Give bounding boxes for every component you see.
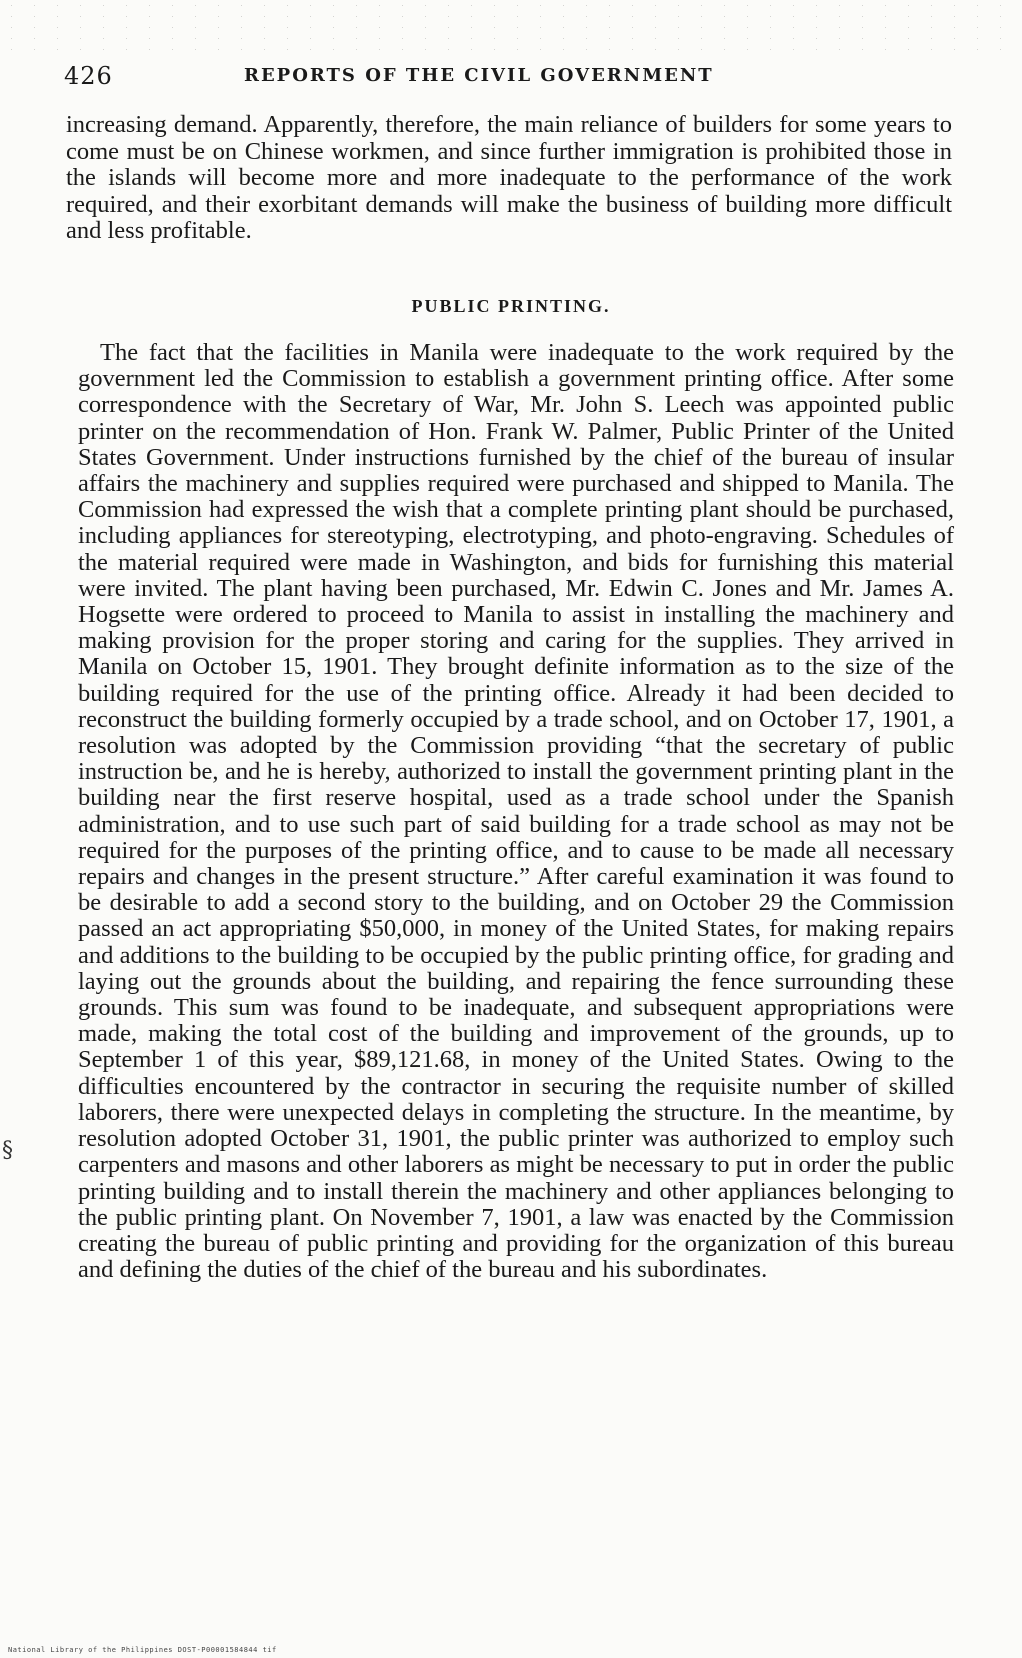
scan-noise — [0, 0, 1022, 60]
public-printing-paragraph: The fact that the facilities in Manila were inadequate to the work required by the government led the Commission to establish a government printing office. After some correspondence with the Secretary of War, Mr. John S. Leech was appointed public printer on the recommendation of Hon. Frank W. Palmer, Public Printer of the United States Government. Under instructions furnished by the chief of the bureau of insular affairs the machinery and supplies required were purchased and shipped to Manila. The Commission had expressed the wish that a complete printing plant should be purchased, including appliances for stereotyping, electrotyping, and photo-engraving. Schedules of the material required were made in Washington, and bids for furnishing this material were invited. The plant having been purchased, Mr. Edwin C. Jones and Mr. James A. Hogsette were ordered to proceed to Manila to assist in installing the machinery and making provision for the proper storing and caring for the supplies. They arrived in Manila on October 15, 1901. They brought definite information as to the size of the building required for the use of the printing office. Already it had been decided to reconstruct the building formerly occupied by a trade school, and on October 17, 1901, a resolution was adopted by the Commission providing “that the secretary of public instruction be, and he is hereby, authorized to install the government printing plant in the building near the first reserve hospital, used as a trade school under the Spanish administration, and to use such part of said building for a trade school as may not be required for the purposes of the printing office, and to cause to be made all necessary repairs and changes in the present structure.” After careful examination it was found to be desirable to add a second story to the building, and on October 29 the Commission passed an act appropriating $50,000, in money of the United States, for making repairs and additions to the building to be occupied by the public printing office, for grading and laying out the grounds about the building, and repairing the fence surrounding these grounds. This sum was found to be inadequate, and subsequent appropriations were made, making the total cost of the building and improvement of the grounds, up to September 1 of this year, $89,121.68, in money of the United States. Owing to the difficulties encountered by the contractor in securing the requisite number of skilled laborers, there were unexpected delays in completing the structure. In the meantime, by resolution adopted October 31, 1901, the public printer was authorized to employ such carpenters and masons and other laborers as might be necessary to put in order the public printing building and to install therein the machinery and other appliances belonging to the public printing plant. On November 7, 1901, a law was enacted by the Commission creating the bureau of public printing and providing for the organization of this bureau and defining the duties of the chief of the bureau and his subordinates. — [78, 339, 954, 1284]
scan-footer: National Library of the Philippines DOST-P00001584844 tif — [8, 1646, 277, 1654]
margin-mark: § — [2, 1138, 13, 1163]
continuation-paragraph: increasing demand. Apparently, therefore, the main reliance of builders for some years to come must be on Chinese workmen, and since further immigration is prohibited those in the islands will become more and more inadequate to the performance of the work required, and their exorbitant demands will make the business of building more difficult and less profitable. — [66, 111, 952, 244]
running-head: REPORTS OF THE CIVIL GOVERNMENT — [244, 65, 714, 86]
section-heading: PUBLIC PRINTING. — [411, 296, 611, 316]
page-number: 426 — [64, 62, 113, 90]
page-header — [64, 62, 954, 102]
